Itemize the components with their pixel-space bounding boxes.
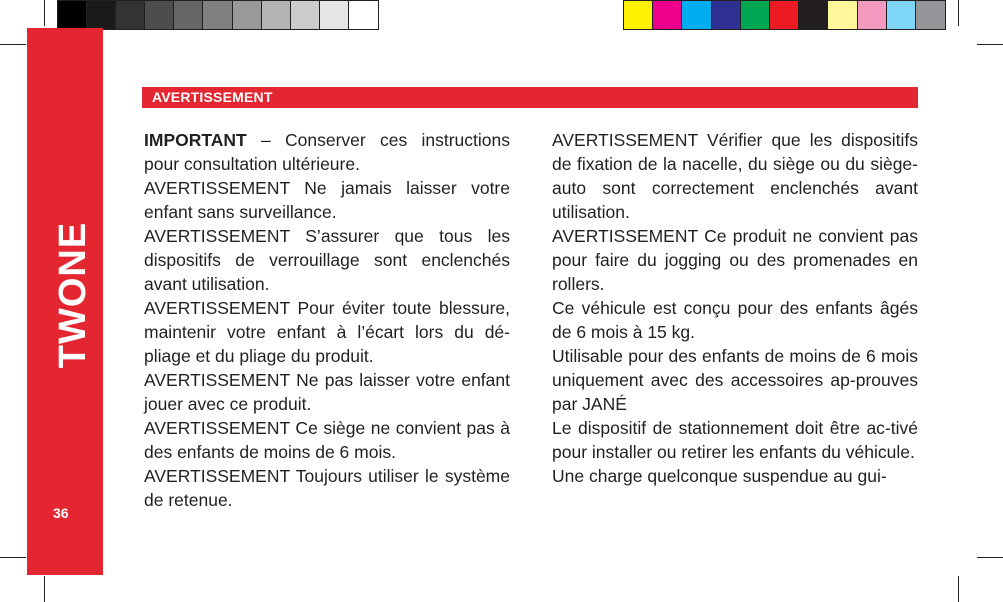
color-swatch (203, 1, 232, 29)
paragraph: AVERTISSEMENT Ne jamais laisser votre enfant sans surveillance. (144, 178, 510, 222)
right-column (552, 128, 918, 488)
paragraph: Une charge quelconque suspendue au gui- (552, 466, 887, 486)
color-swatch (712, 1, 741, 29)
color-swatch (262, 1, 291, 29)
crop-mark (44, 0, 45, 26)
color-swatch (916, 1, 945, 29)
color-swatch (58, 1, 87, 29)
color-swatch (624, 1, 653, 29)
grayscale-color-bar (57, 0, 379, 30)
paragraph-text: – Conserver ces instructions pour consultation ultérieure. (144, 130, 510, 174)
crop-mark (977, 44, 1003, 45)
color-swatch (291, 1, 320, 29)
section-title: AVERTISSEMENT (152, 89, 273, 105)
paragraph: Ce véhicule est conçu pour des enfants âgés de 6 mois à 15 kg. (552, 298, 918, 342)
paragraph: Utilisable pour des enfants de moins de 6 mois uniquement avec des accessoires ap-prouves par JANÉ (552, 346, 918, 414)
paragraph: AVERTISSEMENT S’assurer que tous les dispositifs de verrouillage sont enclenchés avant utilisation. (144, 226, 510, 294)
page-number: 36 (53, 505, 69, 521)
paragraph: AVERTISSEMENT Pour éviter toute blessure, maintenir votre enfant à l’écart lors du dé-pliage et du pliage du produit. (144, 298, 510, 366)
color-swatch (741, 1, 770, 29)
color-swatch (145, 1, 174, 29)
color-swatch (653, 1, 682, 29)
color-swatch (320, 1, 349, 29)
brand-title: TWONE (52, 221, 94, 369)
process-color-bar (623, 0, 946, 30)
paragraph: AVERTISSEMENT Vérifier que les dispositifs de fixation de la nacelle, du siège ou du siège-auto sont correctement enclenchés avant utilisation. (552, 130, 918, 222)
color-swatch (87, 1, 116, 29)
color-swatch (828, 1, 857, 29)
color-swatch (116, 1, 145, 29)
crop-mark (44, 576, 45, 602)
crop-mark (0, 44, 26, 45)
color-swatch (174, 1, 203, 29)
paragraph: Le dispositif de stationnement doit être ac-tivé pour installer ou retirer les enfants du véhicule. (552, 418, 918, 462)
paragraph: AVERTISSEMENT Ce produit ne convient pas pour faire du jogging ou des promenades en rollers. (552, 226, 918, 294)
crop-mark (0, 557, 26, 558)
color-swatch (233, 1, 262, 29)
color-swatch (349, 1, 378, 29)
color-swatch (770, 1, 799, 29)
crop-mark (977, 557, 1003, 558)
paragraph: AVERTISSEMENT Ne pas laisser votre enfant jouer avec ce produit. (144, 370, 510, 414)
crop-mark (958, 576, 959, 602)
color-swatch (799, 1, 828, 29)
paragraph: AVERTISSEMENT Ce siège ne convient pas à des enfants de moins de 6 mois. (144, 418, 510, 462)
section-header (142, 87, 918, 108)
paragraph: AVERTISSEMENT Toujours utiliser le système de retenue. (144, 466, 510, 510)
color-swatch (887, 1, 916, 29)
crop-mark (958, 0, 959, 26)
color-swatch (682, 1, 711, 29)
color-swatch (858, 1, 887, 29)
paragraph (144, 128, 510, 176)
left-column (144, 128, 510, 512)
important-label: IMPORTANT (144, 130, 247, 150)
